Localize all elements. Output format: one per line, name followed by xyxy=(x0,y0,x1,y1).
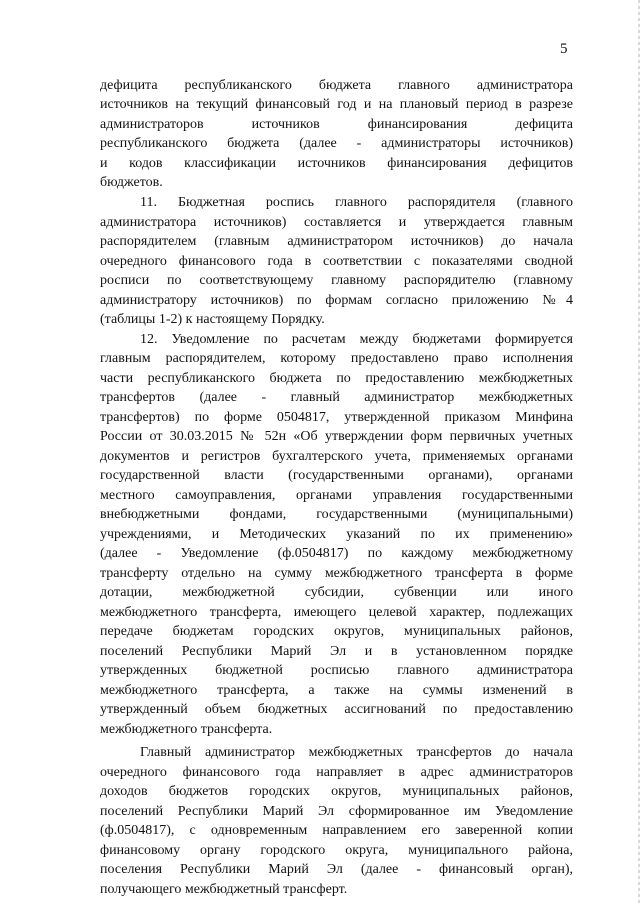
paragraph-line: трансфертов) по форме 0504817, утвержденной приказом Минфина xyxy=(100,410,573,425)
paragraph-line: администратору источников) по формам согласно приложению №4 xyxy=(100,293,573,308)
paragraph-line: Главный администратор межбюджетных трансфертов до начала xyxy=(140,745,573,760)
paragraph-line: части республиканского бюджета по предоставлению межбюджетных xyxy=(100,371,573,386)
paragraph-line: межбюджетного трансферта, имеющего целевой характер, подлежащих xyxy=(100,605,573,620)
paragraph-line: документов и регистров бухгалтерского учета, применяемых органами xyxy=(100,449,573,464)
paragraph-line: межбюджетного трансферта, а также на суммы изменений в xyxy=(100,683,573,698)
paragraph-line: 11. Бюджетная роспись главного распорядителя (главного xyxy=(140,195,573,210)
paragraph-line: поселений Республики Марий Эл и в установленном порядке xyxy=(100,644,573,659)
paragraph-line: росписи по соответствующему главному распорядителю (главному xyxy=(100,273,573,288)
paragraph-line: получающего межбюджетный трансферт. xyxy=(100,882,348,897)
paragraph-line: источников на текущий финансовый год и на плановый период в разрезе xyxy=(100,97,573,112)
paragraph-line: очередного финансового года направляет в адрес администраторов xyxy=(100,765,573,780)
paragraph-line: администраторов источников финансирования дефицита xyxy=(100,117,573,132)
paragraph-line: передаче бюджетам городских округов, муниципальных районов, xyxy=(100,624,573,639)
paragraph-line: доходов бюджетов городских округов, муниципальных районов, xyxy=(100,784,573,799)
page-number: 5 xyxy=(560,41,568,57)
paragraph-line: дефицита республиканского бюджета главного администратора xyxy=(100,78,573,93)
paragraph-line: внебюджетными фондами, государственными (муниципальными) xyxy=(100,507,573,522)
paragraph-line: очередного финансового года в соответствии с показателями сводной xyxy=(100,254,573,269)
paragraph-line: главным распорядителем, которому предоставлено право исполнения xyxy=(100,351,573,366)
paragraph-line: утвержденных бюджетной росписью главного администратора xyxy=(100,663,573,678)
paragraph-line: администратора источников) составляется и утверждается главным xyxy=(100,215,573,230)
paragraph-line: и кодов классификации источников финансирования дефицитов xyxy=(100,156,573,171)
paragraph-line: государственной власти (государственными органами), органами xyxy=(100,468,573,483)
paragraph-line: распорядителем (главным администратором источников) до начала xyxy=(100,234,573,249)
paragraph-line: бюджетов. xyxy=(100,175,163,190)
paragraph-line: учреждениями, и Методических указаний по их применению» xyxy=(100,527,573,542)
paragraph-line: поселений Республики Марий Эл сформированное им Уведомление xyxy=(100,804,573,819)
paragraph-line: дотации, межбюджетной субсидии, субвенции или иного xyxy=(100,585,573,600)
paragraph-line: (ф.0504817), с одновременным направлением его заверенной копии xyxy=(100,823,573,838)
paragraph-line: 12. Уведомление по расчетам между бюджетами формируется xyxy=(140,332,573,347)
paragraph-line: межбюджетного трансферта. xyxy=(100,722,273,737)
paragraph-line: республиканского бюджета (далее - администраторы источников) xyxy=(100,136,573,151)
paragraph-line: России от 30.03.2015 № 52н «Об утверждении форм первичных учетных xyxy=(100,429,573,444)
paragraph-line: утвержденный объем бюджетных ассигнований по предоставлению xyxy=(100,702,573,717)
paragraph-line: (таблицы 1-2) к настоящему Порядку. xyxy=(100,312,325,327)
paragraph-line: поселения Республики Марий Эл (далее - финансовый орган), xyxy=(100,862,573,877)
paragraph-line: финансовому органу городского округа, муниципального района, xyxy=(100,843,573,858)
paragraph-line: местного самоуправления, органами управления государственными xyxy=(100,488,573,503)
paragraph-line: трансферту отдельно на сумму межбюджетного трансферта в форме xyxy=(100,566,573,581)
paragraph-line: трансфертов (далее - главный администратор межбюджетных xyxy=(100,390,573,405)
paragraph-line: (далее - Уведомление (ф.0504817) по каждому межбюджетному xyxy=(100,546,573,561)
